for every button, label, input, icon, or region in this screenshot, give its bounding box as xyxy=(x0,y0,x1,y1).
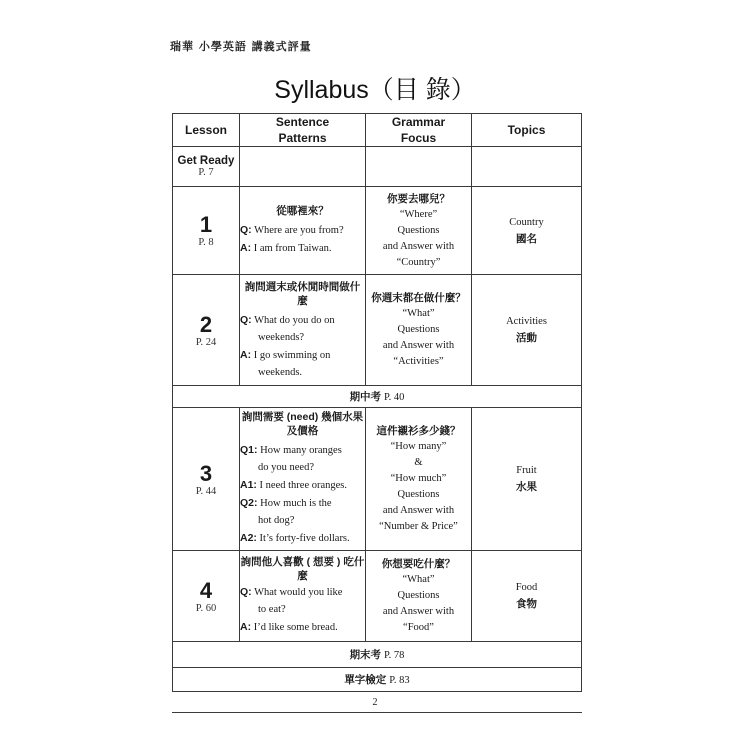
answer-text: It’s forty-five dollars. xyxy=(259,533,350,544)
answer-text: I’d like some bread. xyxy=(253,622,338,633)
question-text: How much is the xyxy=(260,498,332,509)
grammar-line: and Answer with xyxy=(382,606,455,617)
vocab-page: P. 83 xyxy=(389,675,410,686)
a-label: A: xyxy=(240,621,252,633)
empty-cell xyxy=(472,147,582,187)
question-text: What do you do on xyxy=(254,314,335,326)
vocab-row xyxy=(173,668,582,692)
table-row xyxy=(173,668,582,692)
lesson-page: P. 44 xyxy=(195,485,217,497)
lesson-name: Get Ready xyxy=(177,155,235,167)
grammar-line: “Food” xyxy=(403,622,434,633)
grammar-line: and Answer with xyxy=(382,505,455,516)
final-page: P. 78 xyxy=(383,650,405,661)
topic-en: Country xyxy=(509,216,544,228)
a1-label: A1: xyxy=(240,479,257,491)
topic-en: Food xyxy=(515,582,538,593)
lesson-cell xyxy=(173,187,240,275)
lesson-page: P. 8 xyxy=(198,237,214,248)
pattern-title: 從哪裡來？ xyxy=(276,204,329,217)
col-patterns-header: Sentence Patterns xyxy=(240,114,366,147)
grammar-heading: 你要去哪兒？ xyxy=(387,192,450,205)
topic-zh: 國名 xyxy=(516,232,537,245)
footer-rule xyxy=(172,712,582,713)
midterm-label: 期中考 xyxy=(349,391,382,403)
topic-zh: 食物 xyxy=(516,598,537,610)
pattern-title: 詢問需要 (need) 幾個水果及價格 xyxy=(241,411,364,437)
lesson-page: P. 24 xyxy=(195,336,217,348)
col-lesson-header: Lesson xyxy=(173,114,240,147)
grammar-line: Questions xyxy=(397,489,440,500)
syllabus-table xyxy=(172,113,582,692)
lesson-page: P. 60 xyxy=(195,602,217,614)
question-text: to eat? xyxy=(258,604,286,615)
q-label: Q: xyxy=(240,586,252,598)
grammar-line: “How much” xyxy=(390,473,447,484)
grammar-line: & xyxy=(414,457,423,468)
topic-cell xyxy=(472,187,582,275)
lesson-page: P. 7 xyxy=(198,167,214,178)
q1-label: Q1: xyxy=(240,444,258,456)
lesson-cell xyxy=(173,147,240,187)
grammar-line: and Answer with xyxy=(382,340,455,351)
grammar-line: “Country” xyxy=(396,256,441,268)
grammar-cell xyxy=(366,275,472,386)
empty-cell xyxy=(366,147,472,187)
table-row xyxy=(173,187,582,275)
sentence-pattern-cell xyxy=(240,275,366,386)
table-row xyxy=(173,386,582,408)
header-row xyxy=(173,114,582,147)
grammar-line: and Answer with xyxy=(382,240,455,252)
a2-label: A2: xyxy=(240,532,257,544)
question-text: How many oranges xyxy=(260,445,342,456)
pattern-title: 詢問週末或休閒時間做什麼 xyxy=(244,280,361,307)
final-label: 期末考 xyxy=(349,649,382,661)
answer-text: I need three oranges. xyxy=(259,480,348,491)
topic-cell xyxy=(472,408,582,551)
topic-zh: 水果 xyxy=(516,481,537,493)
question-text: Where are you from? xyxy=(254,224,344,236)
question-text: weekends? xyxy=(258,331,305,343)
grammar-cell xyxy=(366,187,472,275)
q-label: Q: xyxy=(240,313,252,326)
grammar-cell xyxy=(366,408,472,551)
table-row xyxy=(173,147,582,187)
table-row xyxy=(173,551,582,642)
sentence-pattern-cell xyxy=(240,408,366,551)
col-grammar-header: Grammar Focus xyxy=(366,114,472,147)
grammar-line: Questions xyxy=(397,224,440,236)
grammar-line: “What” xyxy=(402,308,435,319)
lesson-number: 2 xyxy=(199,311,213,337)
midterm-page: P. 40 xyxy=(383,392,405,403)
q-label: Q: xyxy=(240,223,252,236)
sentence-pattern-cell xyxy=(240,187,366,275)
grammar-heading: 你想要吃什麼？ xyxy=(381,558,456,570)
topic-cell xyxy=(472,551,582,642)
grammar-line: “Where” xyxy=(399,208,438,220)
grammar-line: Questions xyxy=(397,324,440,335)
lesson-cell xyxy=(173,551,240,642)
grammar-line: “How many” xyxy=(390,441,447,452)
lesson-cell xyxy=(173,408,240,551)
question-text: hot dog? xyxy=(258,515,295,526)
answer-text: I am from Taiwan. xyxy=(253,242,332,254)
page-number: 2 xyxy=(372,697,378,708)
grammar-line: Questions xyxy=(397,590,440,601)
question-text: do you need? xyxy=(258,462,314,473)
topic-en: Fruit xyxy=(516,465,537,476)
final-row xyxy=(173,642,582,668)
answer-text: I go swimming on xyxy=(253,349,331,361)
q2-label: Q2: xyxy=(240,497,258,509)
midterm-row xyxy=(173,386,582,408)
vocab-label: 單字檢定 xyxy=(344,674,387,686)
grammar-cell xyxy=(366,551,472,642)
lesson-cell xyxy=(173,275,240,386)
lesson-number: 1 xyxy=(199,212,213,237)
table-row xyxy=(173,642,582,668)
table-row xyxy=(173,275,582,386)
question-text: What would you like xyxy=(254,587,343,598)
topic-en: Activities xyxy=(506,316,547,327)
empty-cell xyxy=(240,147,366,187)
topic-zh: 活動 xyxy=(516,332,537,344)
sentence-pattern-cell xyxy=(240,551,366,642)
table-row xyxy=(173,408,582,551)
lesson-number: 4 xyxy=(199,577,213,603)
book-header: 瑞華 小學英語 講義式評量 xyxy=(170,40,312,53)
col-topics-header: Topics xyxy=(472,114,582,147)
grammar-heading: 你週末都在做什麼？ xyxy=(371,292,466,304)
pattern-title: 詢問他人喜歡 ( 想要 ) 吃什麼 xyxy=(240,556,365,582)
grammar-heading: 這件襯衫多少錢？ xyxy=(376,425,461,437)
answer-text: weekends. xyxy=(258,366,303,378)
page-title: Syllabus（目 錄） xyxy=(274,76,476,104)
a-label: A: xyxy=(240,241,252,254)
topic-cell xyxy=(472,275,582,386)
grammar-line: “Number & Price” xyxy=(379,521,458,532)
grammar-line: “What” xyxy=(402,574,435,585)
a-label: A: xyxy=(240,348,252,361)
grammar-line: “Activities” xyxy=(393,356,444,367)
lesson-number: 3 xyxy=(199,460,213,486)
